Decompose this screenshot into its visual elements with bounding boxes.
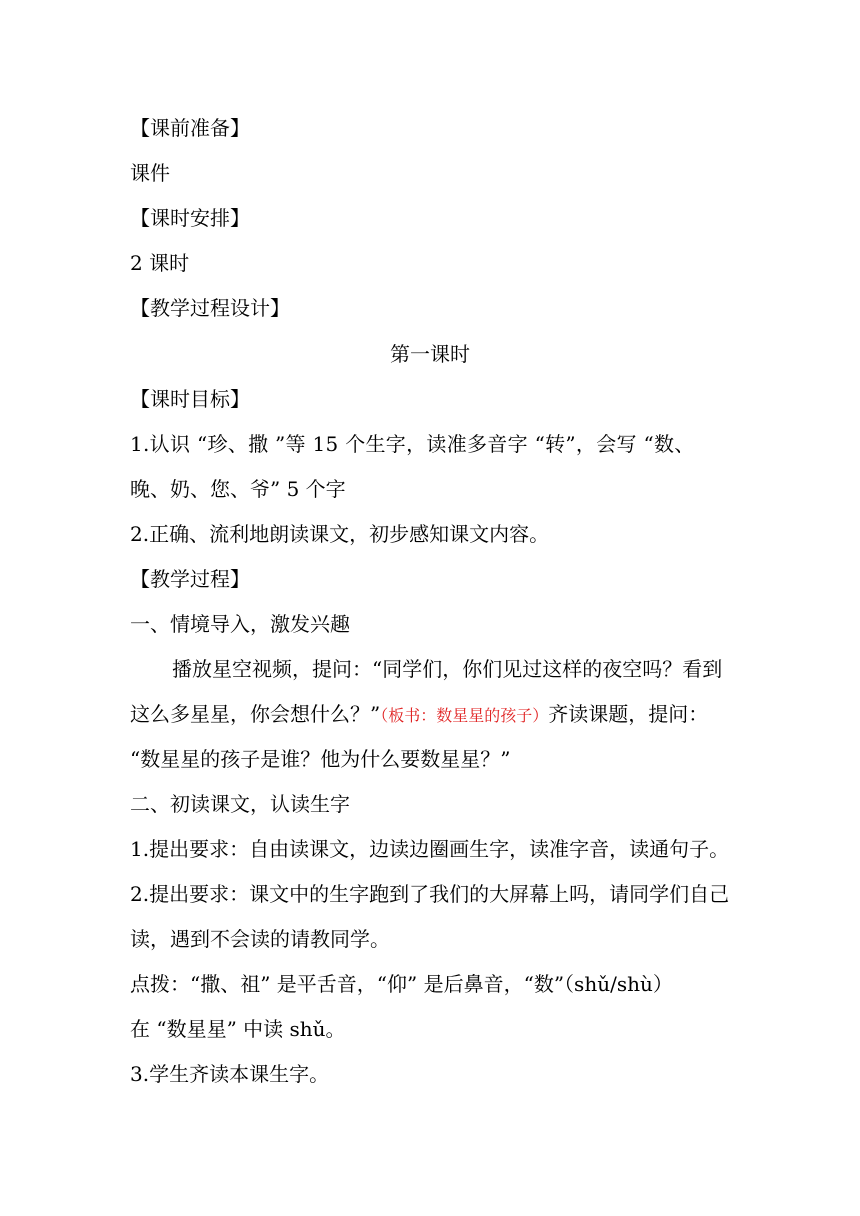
intro-text: 这么多星星，你会想什么？” — [130, 702, 381, 726]
section-2-title: 二、初读课文，认读生字 — [130, 792, 350, 816]
goal-1-line-2: 晚、奶、您、爷” 5 个字 — [130, 477, 346, 501]
tip-line-1: 点拨：“撒、祖” 是平舌音，“仰” 是后鼻音，“数”（shǔ/shù） — [130, 972, 673, 996]
goal-2: 2.正确、流利地朗读课文，初步感知课文内容。 — [130, 522, 550, 546]
intro-text-cont: 齐读课题，提问： — [548, 702, 709, 726]
board-note: （板书：数星星的孩子） — [380, 706, 549, 725]
preparation-text: 课件 — [130, 161, 170, 185]
section-1-title: 一、情境导入，激发兴趣 — [130, 612, 350, 636]
step-2-line-1: 2.提出要求：课文中的生字跑到了我们的大屏幕上吗，请同学们自己 — [130, 882, 730, 906]
intro-para-line-2 — [130, 701, 732, 729]
heading-preparation: 【课前准备】 — [130, 116, 250, 140]
intro-para-line-3: “数星星的孩子是谁？他为什么要数星星？” — [130, 747, 511, 771]
step-1: 1.提出要求：自由读课文，边读边圈画生字，读准字音，读通句子。 — [130, 837, 730, 861]
step-2-line-2: 读，遇到不会读的请教同学。 — [130, 927, 390, 951]
lesson-title: 第一课时 — [390, 342, 470, 366]
goal-1-line-1: 1.认识 “珍、撒 ”等 15 个生字，读准多音字 “转”，会写 “数、 — [130, 432, 695, 456]
heading-process: 【教学过程】 — [130, 567, 250, 591]
schedule-text: 2 课时 — [130, 251, 190, 275]
heading-process-design: 【教学过程设计】 — [130, 296, 290, 320]
heading-goals: 【课时目标】 — [130, 387, 250, 411]
intro-para-line-1: 播放星空视频，提问：“同学们，你们见过这样的夜空吗？看到 — [172, 657, 723, 681]
heading-schedule: 【课时安排】 — [130, 206, 250, 230]
step-3: 3.学生齐读本课生字。 — [130, 1062, 330, 1086]
tip-line-2: 在 “数星星” 中读 shǔ。 — [130, 1017, 346, 1041]
